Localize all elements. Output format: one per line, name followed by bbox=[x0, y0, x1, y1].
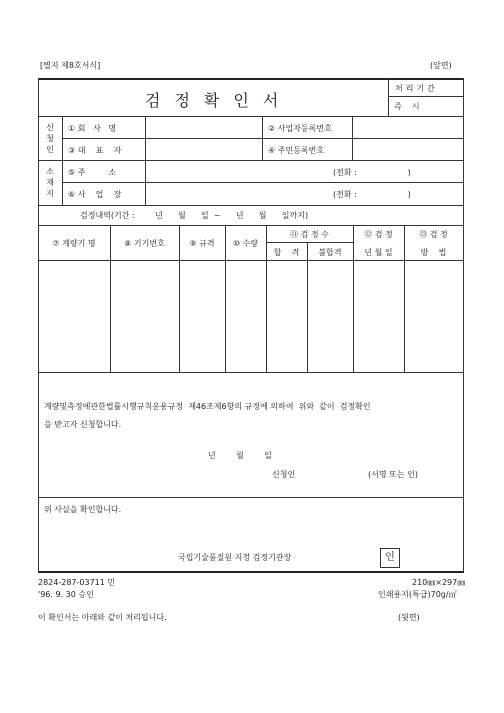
column-inspection-count: ⑪ 검 정 수 bbox=[290, 230, 329, 239]
approval-date: '96. 9. 30 승인 bbox=[38, 590, 94, 599]
application-date: 년 월 일 bbox=[208, 451, 272, 460]
processing-period-label: 처리기간 bbox=[395, 84, 438, 93]
declaration-line-2: 을 받고자 신청합니다. bbox=[44, 420, 122, 429]
form-number: [별지 제8호서식] bbox=[40, 61, 101, 70]
processing-period-value: 즉 시 bbox=[394, 102, 420, 111]
confirmation-text: 위 사실을 확인합니다. bbox=[44, 505, 122, 514]
declaration-line-1: 계량및측정에관한법률시행규칙운용규정 제46조제6항의 규정에 의하여 위와 같이 검정확인 bbox=[44, 402, 371, 411]
column-pass: 합 격 bbox=[273, 248, 300, 257]
representative-label: ③ 대 표 자 bbox=[68, 146, 122, 155]
column-instrument-name: ⑦ 계량기 명 bbox=[52, 239, 96, 248]
column-inspection-date-bottom: 년 월 일 bbox=[364, 248, 393, 257]
processing-note: 이 확인서는 아래와 같이 처리됩니다. bbox=[38, 613, 167, 622]
form-title: 검정확인서 bbox=[145, 91, 293, 110]
column-quantity: ⑩ 수량 bbox=[232, 239, 259, 248]
address-label: ⑤ 주 소 bbox=[68, 168, 117, 177]
column-fail: 불합격 bbox=[318, 248, 342, 257]
column-instrument-number: ⑧ 기기번호 bbox=[124, 239, 165, 248]
address-phone: (전화 : ) bbox=[333, 168, 411, 177]
applicant-group-label: 신청인 bbox=[46, 123, 54, 154]
paper-size: 210㎜×297㎜ bbox=[412, 578, 466, 587]
signature-or-seal: (서명 또는 인) bbox=[368, 470, 418, 479]
column-inspection-method-top: ⑬ 검 정 bbox=[419, 230, 448, 239]
column-inspection-method-bottom: 방 법 bbox=[420, 248, 447, 257]
column-inspection-date-top: ⑫ 검 정 bbox=[364, 230, 393, 239]
location-group-label: 소재지 bbox=[46, 167, 54, 198]
resident-registration-label: ④ 주민등록번호 bbox=[268, 146, 325, 155]
applicant-signature-label: 신청인 bbox=[272, 470, 296, 479]
inspection-period: 검정내역(기간 : 년 월 일 ~ 년 월 일까지) bbox=[80, 211, 309, 220]
page-side-label: (앞면) bbox=[430, 61, 452, 70]
workplace-phone: (전화 : ) bbox=[333, 190, 411, 199]
business-registration-label: ② 사업자등록번호 bbox=[268, 124, 332, 133]
back-side-label: (뒷면) bbox=[398, 613, 420, 622]
workplace-label: ⑥ 사 업 장 bbox=[68, 190, 122, 199]
company-name-label: ① 회 사 명 bbox=[68, 124, 117, 133]
seal-stamp: 인 bbox=[380, 548, 400, 568]
inspection-authority: 국립기술품질원 지정 검정기관장 bbox=[178, 553, 292, 562]
column-specification: ⑨ 규격 bbox=[189, 239, 215, 248]
paper-spec: 인쇄용지(특급)70g/㎡ bbox=[378, 590, 457, 599]
form-code: 2824-287-03711 민 bbox=[38, 578, 116, 587]
